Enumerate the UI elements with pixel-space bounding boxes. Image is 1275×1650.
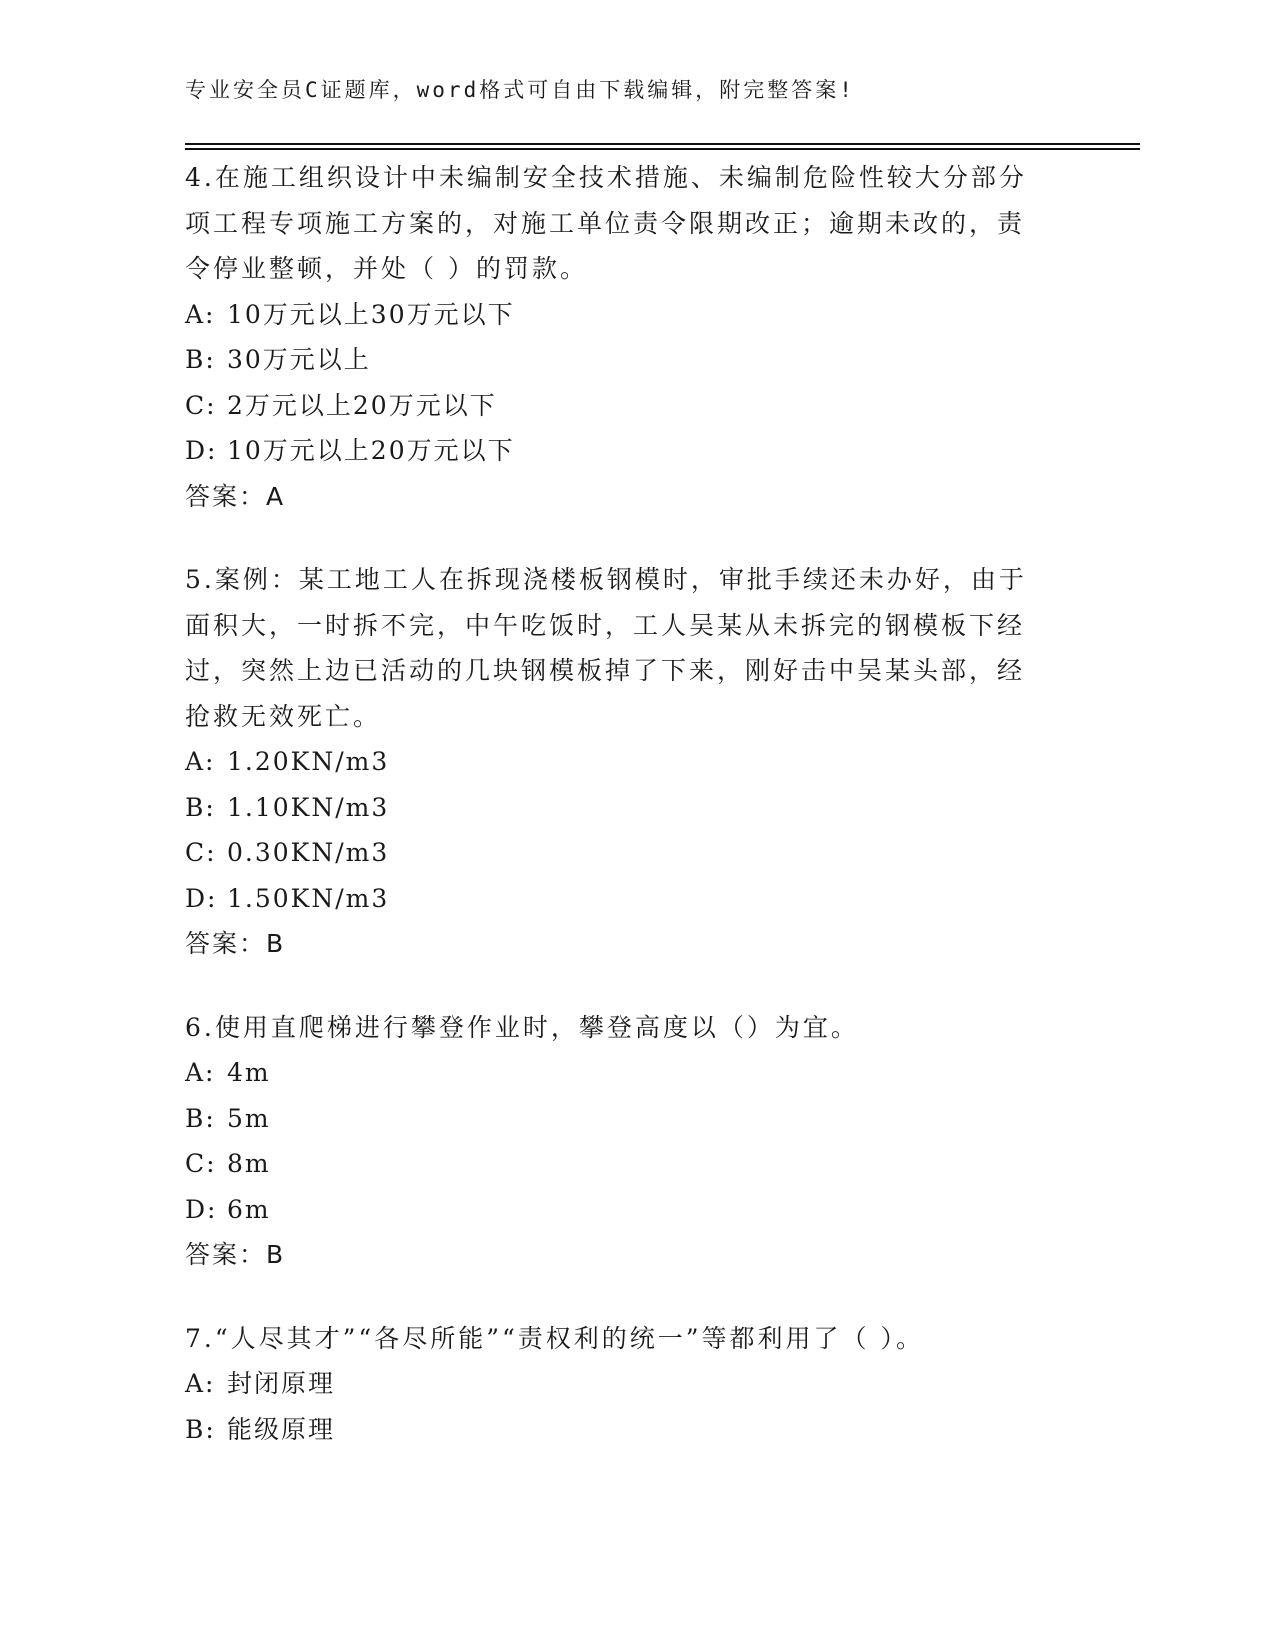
- option-c: [185, 830, 1045, 876]
- option-letter: C:: [185, 838, 217, 867]
- option-a: [185, 1050, 1045, 1096]
- question-6: [185, 1005, 1045, 1278]
- option-d: [185, 1187, 1045, 1233]
- option-d: [185, 876, 1045, 922]
- answer-line: 答案：B: [185, 1240, 286, 1269]
- option-letter: B:: [185, 345, 216, 374]
- option-text: 2万元以上20万元以下: [227, 390, 497, 420]
- question-number: 7.: [185, 1323, 215, 1353]
- option-letter: C:: [185, 1149, 217, 1178]
- option-text: 0.30KN/m3: [227, 838, 390, 867]
- option-text: 10万元以上20万元以下: [227, 436, 515, 465]
- option-text: 1.50KN/m3: [227, 883, 390, 913]
- option-text: 10万元以上30万元以下: [227, 299, 515, 329]
- option-text: 1.20KN/m3: [227, 747, 390, 776]
- option-letter: A:: [185, 1369, 216, 1398]
- question-stem: [185, 557, 1045, 739]
- question-7: [185, 1316, 1045, 1453]
- option-letter: A:: [185, 1058, 216, 1087]
- question-number: 5.: [185, 565, 215, 594]
- question-stem: [185, 1316, 1045, 1362]
- question-number: 4.: [185, 163, 215, 192]
- option-letter: B:: [185, 792, 216, 822]
- option-a: [185, 292, 1045, 338]
- option-text: 1.10KN/m3: [227, 792, 390, 822]
- option-b: [185, 785, 1045, 831]
- option-text: 5m: [227, 1103, 271, 1133]
- option-text: 能级原理: [227, 1414, 336, 1444]
- question-5: [185, 557, 1045, 967]
- question-stem: [185, 1005, 1045, 1051]
- option-a: [185, 1361, 1045, 1407]
- question-4: [185, 155, 1045, 519]
- option-letter: B:: [185, 1103, 216, 1133]
- option-letter: C:: [185, 390, 217, 420]
- option-letter: D:: [185, 1194, 218, 1224]
- option-letter: A:: [185, 299, 216, 329]
- option-d: [185, 428, 1045, 474]
- question-stem: [185, 155, 1045, 292]
- question-text: 案例：某工地工人在拆现浇楼板钢模时，审批手续还未办好，由于面积大，一时拆不完，中午吃饭时，工人吴某从未拆完的钢模板下经过，突然上边已活动的几块钢模板掉了下来，刚好击中吴某头部，经抢救无效死亡。: [185, 565, 1027, 731]
- question-text: 使用直爬梯进行攀登作业时，攀登高度以（）为宜。: [214, 1012, 859, 1042]
- option-text: 4m: [227, 1058, 271, 1087]
- answer-line: 答案：A: [185, 481, 286, 511]
- answer-line: 答案：B: [185, 929, 286, 958]
- option-c: [185, 383, 1045, 429]
- header-rule-bottom: [185, 148, 1140, 150]
- option-b: [185, 337, 1045, 383]
- option-text: 6m: [227, 1194, 271, 1224]
- option-a: [185, 739, 1045, 785]
- page-header: 专业安全员C证题库，word格式可自由下载编辑，附完整答案!: [185, 78, 855, 102]
- question-text: 在施工组织设计中未编制安全技术措施、未编制危险性较大分部分项工程专项施工方案的，对施工单位责令限期改正；逾期未改的，责令停业整顿，并处（ ）的罚款。: [185, 163, 1027, 283]
- header-rule-top: [185, 143, 1140, 145]
- option-b: [185, 1407, 1045, 1453]
- option-letter: B:: [185, 1414, 216, 1444]
- question-number: 6.: [185, 1012, 215, 1042]
- option-c: [185, 1141, 1045, 1187]
- option-b: [185, 1096, 1045, 1142]
- option-text: 封闭原理: [227, 1369, 336, 1398]
- option-letter: D:: [185, 436, 218, 465]
- question-text: “人尽其才”“各尽所能”“责权利的统一”等都利用了（ ）。: [214, 1323, 924, 1353]
- question-list: [185, 155, 1045, 1490]
- option-text: 30万元以上: [227, 345, 371, 374]
- option-letter: A:: [185, 747, 216, 776]
- option-text: 8m: [227, 1149, 271, 1178]
- option-letter: D:: [185, 883, 218, 913]
